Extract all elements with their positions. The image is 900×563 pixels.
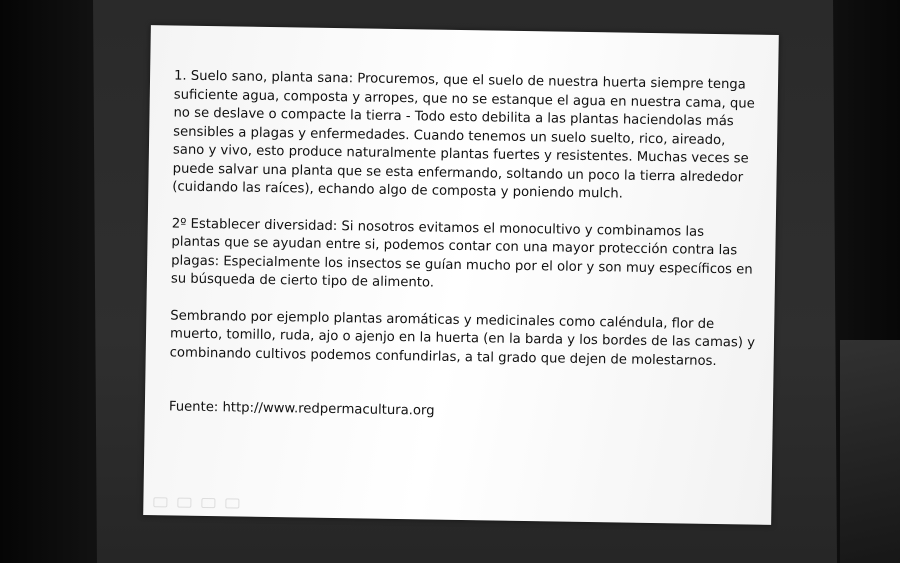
- next-icon: [225, 498, 239, 508]
- slide-text-body: [168, 67, 759, 444]
- slide-source: Fuente: http://www.redpermacultura.org: [168, 399, 435, 419]
- previous-icon: [153, 497, 167, 507]
- pen-icon: [177, 498, 191, 508]
- slide-paragraph-soil: 1. Suelo sano, planta sana: Procuremos, que el suelo de nuestra huerta siempre tenga suficiente agua, composta y arropes, que no se estanque el agua en nuestra cama, que no se deslave o compacte la tierra - Todo esto debilita a las plantas haciendolas más sensibles a plagas y enfermedades. Cuando tenemos un suelo suelto, rico, aireado, sano y vivo, esto produce naturalmente plantas fuertes y resistentes. Muchas veces se puede salvar una planta que se esta enfermando, soltando un poco la tierra alrededor (cuidando las raíces), echando algo de composta y poniendo mulch.: [172, 68, 755, 202]
- room-object-shadow: [840, 340, 900, 563]
- menu-icon: [201, 498, 215, 508]
- slide-controls: [153, 497, 239, 508]
- slide-paragraph-diversity: 2º Establecer diversidad: Si nosotros evitamos el monocultivo y combinamos las plantas que se ayudan entre si, podemos contar con una mayor protección contra las plagas: Especialmente los insectos se guían mucho por el olor y son muy específicos en su búsqueda de cierto tipo de alimento.: [170, 215, 753, 291]
- slide-paragraph-aromatic-plants: Sembrando por ejemplo plantas aromáticas y medicinales como caléndula, flor de muerto, tomillo, ruda, ajo o ajenjo en la huerta (en la barda y los bordes de las camas) y combinando cultivos podemos confundirlas, a tal grado que dejen de molestarnos.: [169, 307, 756, 369]
- projected-slide: [143, 25, 779, 525]
